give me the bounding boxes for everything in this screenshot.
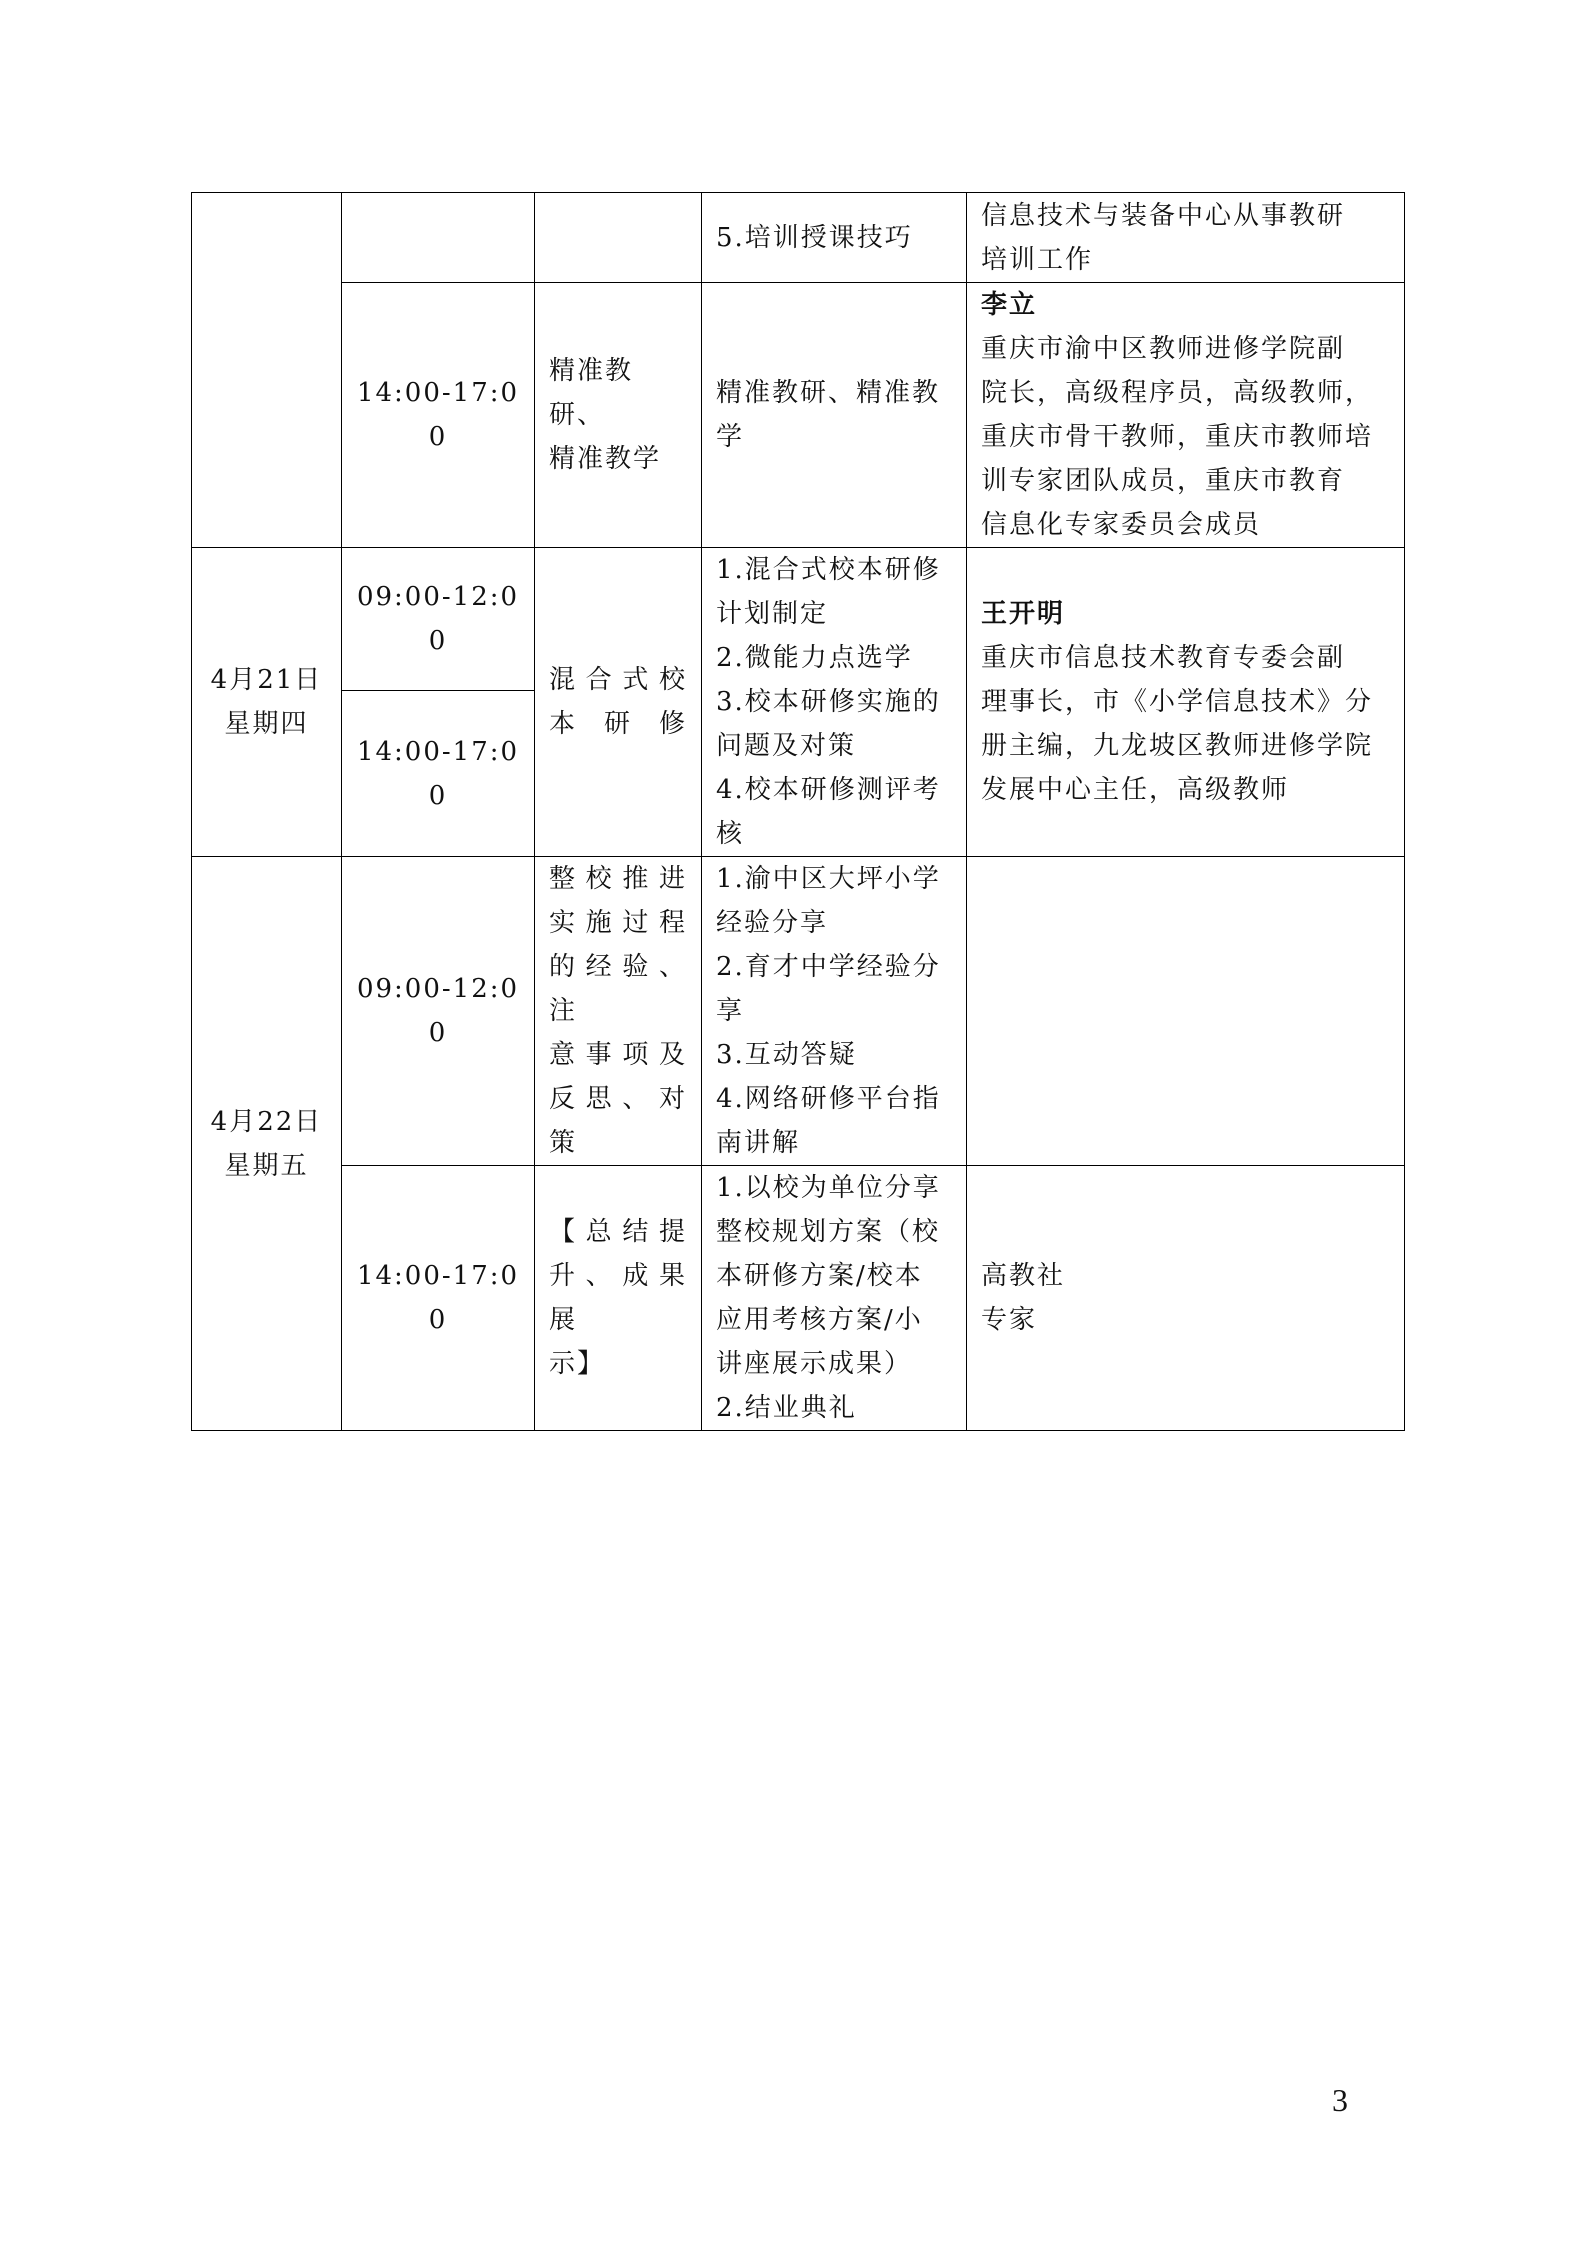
content-line: 4.校本研修测评考 (716, 775, 941, 805)
topic-cell (535, 283, 702, 548)
expert-line: 册主编，九龙坡区教师进修学院 (981, 731, 1374, 761)
expert-cell (967, 548, 1405, 857)
expert-line: 院长，高级程序员，高级教师， (981, 378, 1374, 408)
topic-line: 精准教学 (549, 444, 662, 474)
topic-line: 实施过程 (549, 908, 687, 938)
expert-cell (967, 1166, 1405, 1431)
expert-cell (967, 283, 1405, 548)
topic-line: 整校推进 (549, 864, 687, 894)
content-line: 整校规划方案（校 (716, 1217, 941, 1247)
date-cell (192, 857, 342, 1431)
date-cell (192, 193, 342, 548)
content-cell (702, 193, 967, 283)
content-line: 南讲解 (716, 1128, 801, 1158)
time-cell: 09:00-12:00 (342, 857, 535, 1166)
page-number: 3 (1332, 2082, 1348, 2118)
expert-name: 王开明 (981, 599, 1066, 629)
topic-line: 的经验、注 (549, 952, 687, 1026)
content-line: 3.校本研修实施的 (716, 687, 941, 717)
content-line: 5.培训授课技巧 (716, 222, 913, 253)
table-row (192, 548, 1405, 691)
content-line: 1.渝中区大坪小学 (716, 864, 941, 894)
content-cell (702, 1166, 967, 1431)
topic-line: 示】 (549, 1349, 606, 1379)
weekday-line: 星期四 (224, 709, 309, 739)
content-line: 3.互动答疑 (716, 1040, 857, 1070)
content-line: 享 (716, 996, 745, 1026)
expert-cell (967, 857, 1405, 1166)
topic-line: 精准教研、 (549, 356, 634, 430)
expert-line: 重庆市渝中区教师进修学院副 (981, 334, 1346, 364)
expert-cell (967, 193, 1405, 283)
expert-line: 高教社 (981, 1261, 1066, 1291)
content-line: 学 (716, 422, 745, 452)
content-line: 本研修方案/校本 (716, 1261, 923, 1291)
topic-line: 升、成果展 (549, 1261, 687, 1335)
content-line: 1.以校为单位分享 (716, 1173, 941, 1203)
time-cell: 14:00-17:00 (342, 691, 535, 857)
table-row (192, 857, 1405, 1166)
table-row (192, 283, 1405, 548)
time-cell: 14:00-17:00 (342, 283, 535, 548)
expert-name: 李立 (981, 290, 1038, 320)
topic-cell (535, 193, 702, 283)
topic-cell (535, 857, 702, 1166)
time-cell: 09:00-12:00 (342, 548, 535, 691)
content-line: 应用考核方案/小 (716, 1305, 923, 1335)
date-line: 4月22日 (210, 1106, 323, 1137)
table-row (192, 1166, 1405, 1431)
content-line: 核 (716, 819, 745, 849)
topic-line: 反思、对策 (549, 1084, 687, 1158)
content-line: 1.混合式校本研修 (716, 555, 941, 585)
content-line: 2.微能力点选学 (716, 643, 913, 673)
time-cell: 14:00-17:00 (342, 1166, 535, 1431)
content-cell (702, 548, 967, 857)
expert-line: 信息化专家委员会成员 (981, 510, 1262, 540)
time-cell (342, 193, 535, 283)
topic-line: 本研修 (549, 709, 687, 739)
content-line: 计划制定 (716, 599, 829, 629)
content-line: 2.结业典礼 (716, 1393, 857, 1423)
topic-cell (535, 1166, 702, 1431)
date-line: 4月21日 (210, 665, 323, 695)
table-row (192, 193, 1405, 283)
topic-cell (535, 548, 702, 857)
expert-line: 发展中心主任，高级教师 (981, 775, 1290, 805)
expert-line: 信息技术与装备中心从事教研 (981, 200, 1346, 231)
content-cell (702, 283, 967, 548)
topic-line: 混合式校 (549, 665, 687, 695)
expert-line: 重庆市骨干教师，重庆市教师培 (981, 422, 1374, 452)
weekday-line: 星期五 (224, 1150, 309, 1181)
topic-line: 意事项及 (549, 1040, 687, 1070)
schedule-table (191, 192, 1405, 1431)
expert-line: 专家 (981, 1305, 1038, 1335)
expert-line: 理事长，市《小学信息技术》分 (981, 687, 1374, 717)
expert-line: 培训工作 (981, 244, 1094, 275)
content-cell (702, 857, 967, 1166)
date-cell (192, 548, 342, 857)
content-line: 讲座展示成果） (716, 1349, 913, 1379)
content-line: 2.育才中学经验分 (716, 952, 941, 982)
content-line: 问题及对策 (716, 731, 857, 761)
expert-line: 训专家团队成员，重庆市教育 (981, 466, 1346, 496)
topic-line: 【总结提 (549, 1217, 687, 1247)
content-line: 精准教研、精准教 (716, 378, 941, 408)
expert-line: 重庆市信息技术教育专委会副 (981, 643, 1346, 673)
content-line: 经验分享 (716, 908, 829, 938)
content-line: 4.网络研修平台指 (716, 1084, 941, 1114)
